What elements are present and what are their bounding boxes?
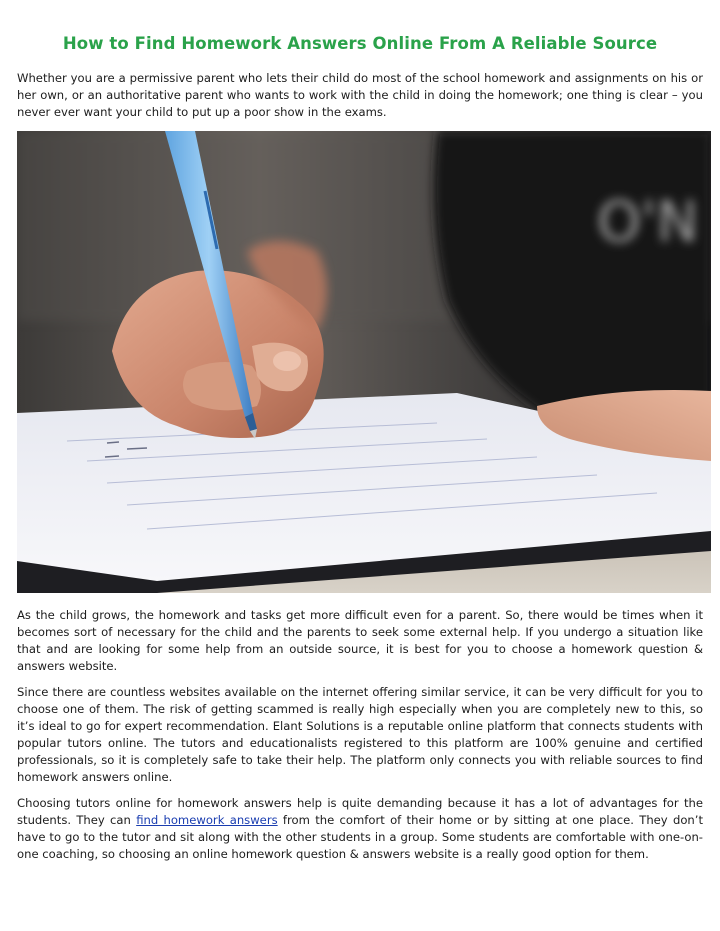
paragraph-4-text-before-link: Choosing tutors online for homework answers help is quite demanding because it has a lot of advantages for the students. They can — [17, 796, 703, 827]
homework-photo — [17, 131, 711, 593]
intro-paragraph: Whether you are a permissive parent who lets their child do most of the school homework and assignments on his or her own, or an authoritative parent who wants to work with the child in doing the homework; one thing is clear – you never ever want your child to put up a poor show in the exams. — [17, 71, 703, 119]
paragraph-3: Since there are countless websites available on the internet offering similar service, it can be very difficult for you to choose one of them. The risk of getting scammed is really high especially when you are completely new to this, so it’s ideal to go for expert recommendation. Elant Solutions is a reputable online platform that connects students with popular tutors online. The tutors and educationalists registered to this platform are 100% genuine and certified professionals, so it is completely safe to take their help. The platform only connects you with reliable sources to find homework answers online. — [17, 685, 703, 784]
page-title: How to Find Homework Answers Online From A Reliable Source — [62, 34, 658, 53]
paragraph-4-text-after-link: from the comfort of their home or by sitting at one place. They don’t have to go to the tutor and sit along with the other students in a group. Some students are comfortable with one-on-one coaching, so choosing an online homework question & answers website is a really good option for them. — [17, 813, 703, 861]
find-homework-answers-link[interactable]: find homework answers — [136, 813, 278, 827]
paragraph-4 — [17, 795, 703, 863]
shirt-text: O'N — [597, 190, 699, 255]
paragraph-2: As the child grows, the homework and tasks get more difficult even for a parent. So, there would be times when it becomes sort of necessary for the child and the parents to seek some external help. If you undergo a situation like that and are looking for some help from an outside source, it is best for you to choose a homework question & answers website. — [17, 608, 703, 673]
